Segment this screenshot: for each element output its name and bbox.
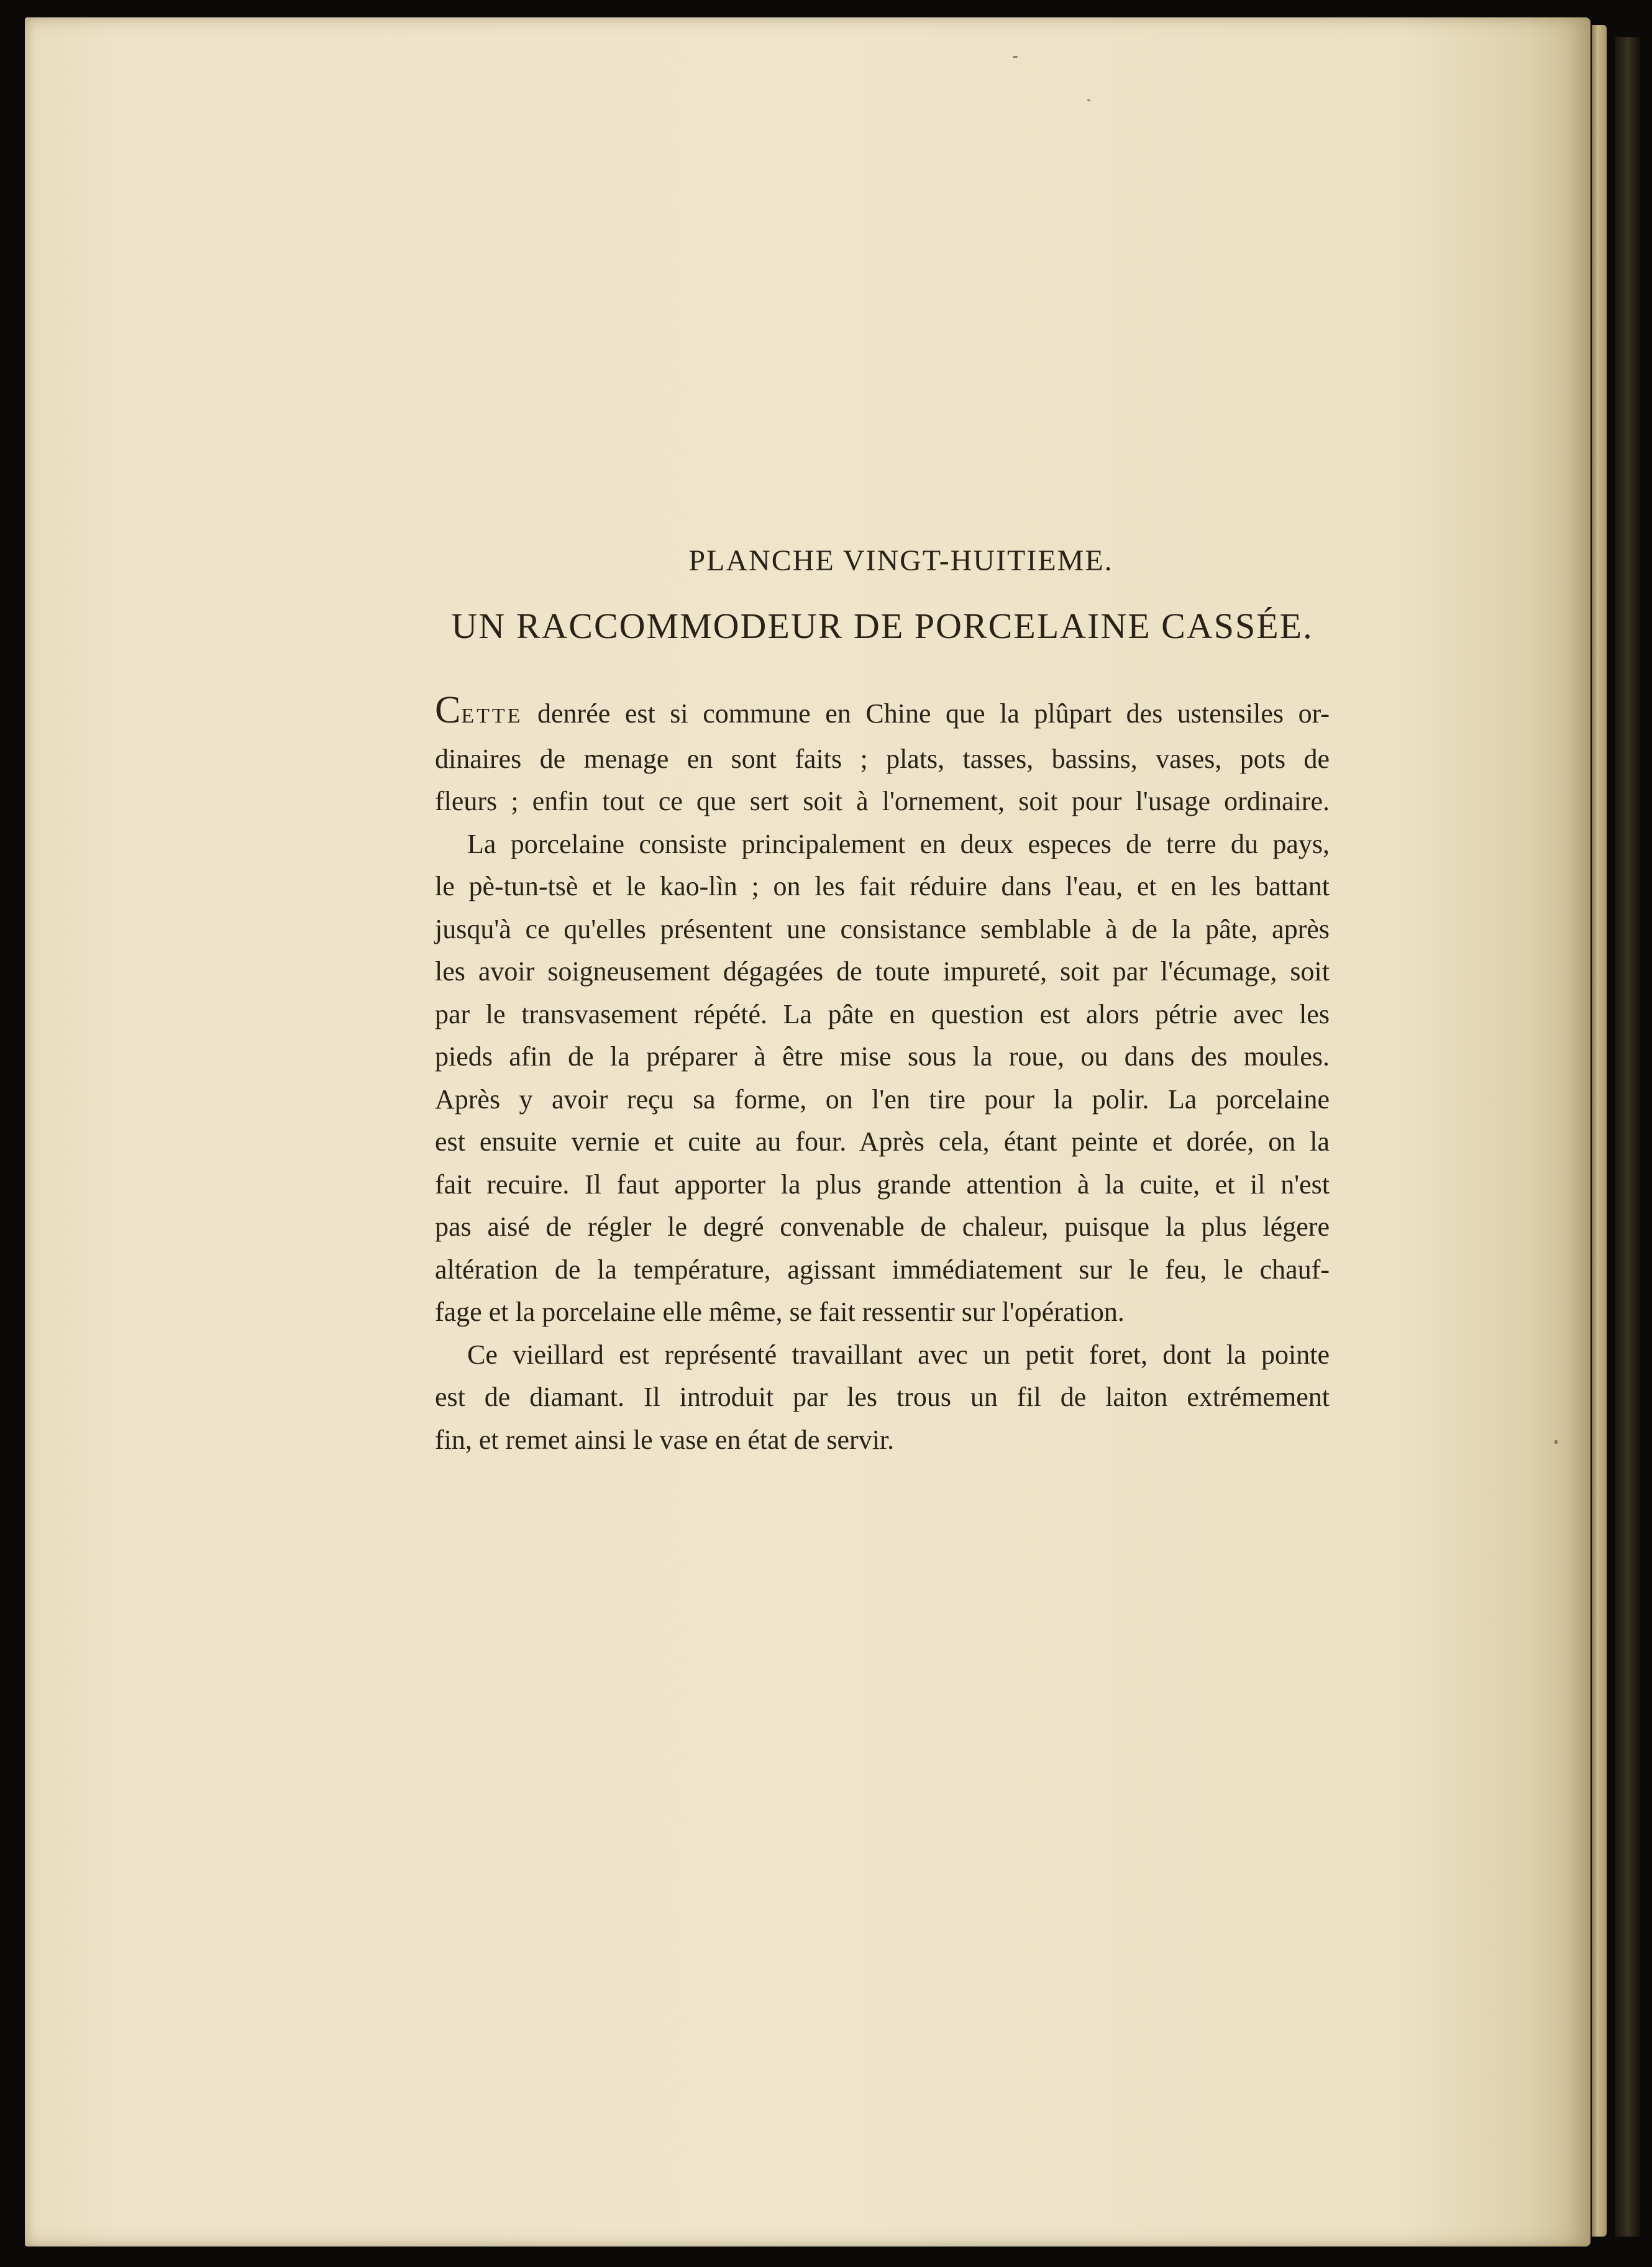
text-line: fage et la porcelaine elle même, se fait ressentir sur l'opération.	[435, 1297, 1125, 1327]
text-line: fait recuire. Il faut apporter la plus grande attention à la cuite, et il n'est	[435, 1169, 1330, 1200]
text-line: fleurs ; enfin tout ce que sert soit à l'ornement, soit pour l'usage ordinaire.	[435, 786, 1330, 816]
text-line	[435, 689, 1330, 738]
line-text: denrée est si commune en Chine que la plûpart des ustensiles or-	[523, 698, 1330, 729]
text-line: par le transvasement répété. La pâte en question est alors pétrie avec les	[435, 998, 1330, 1029]
text-line: altération de la température, agissant immédiatement sur le feu, le chauf-	[435, 1254, 1330, 1285]
text-line: fin, et remet ainsi le vase en état de servir.	[435, 1424, 895, 1455]
text-line: les avoir soigneusement dégagées de toute impureté, soit par l'écumage, soit	[435, 956, 1330, 987]
paper-speck	[1554, 1440, 1558, 1444]
text-block	[435, 544, 1330, 1461]
text-line: La porcelaine consiste principalement en deux especes de terre du pays,	[467, 828, 1330, 859]
initial-capital: C	[435, 689, 462, 731]
text-line: Après y avoir reçu sa forme, on l'en tire pour la polir. La porcelaine	[435, 1083, 1330, 1115]
text-line: est ensuite vernie et cuite au four. Après cela, étant peinte et dorée, on la	[435, 1126, 1330, 1157]
page-title: UN RACCOMMODEUR DE PORCELAINE CASSÉE.	[451, 606, 1313, 646]
text-line: pieds afin de la préparer à être mise sous la roue, ou dans des moules.	[435, 1041, 1330, 1072]
paragraph-3	[435, 1334, 1330, 1462]
text-line: Ce vieillard est représenté travaillant avec un petit foret, dont la pointe	[467, 1339, 1330, 1370]
book-spine	[1615, 37, 1640, 2237]
paper-speck	[1013, 56, 1018, 58]
text-line: dinaires de menage en sont faits ; plats, tasses, bassins, vases, pots de	[435, 743, 1330, 774]
text-line: le pè-tun-tsè et le kao-lìn ; on les fait réduire dans l'eau, et en les battant	[435, 871, 1330, 901]
text-line: pas aisé de régler le degré convenable de chaleur, puisque la plus légere	[435, 1211, 1330, 1242]
text-line: est de diamant. Il introduit par les trous un fil de laiton extrémement	[435, 1382, 1330, 1412]
paragraph-1	[435, 689, 1330, 823]
small-caps-word: ETTE	[461, 705, 523, 728]
plate-heading: PLANCHE VINGT-HUITIEME.	[688, 544, 1113, 577]
text-line: jusqu'à ce qu'elles présentent une consistance semblable à de la pâte, après	[435, 913, 1330, 944]
paragraph-2	[435, 823, 1330, 1334]
next-page-edge	[1592, 25, 1607, 2237]
paper-speck	[1087, 99, 1090, 101]
